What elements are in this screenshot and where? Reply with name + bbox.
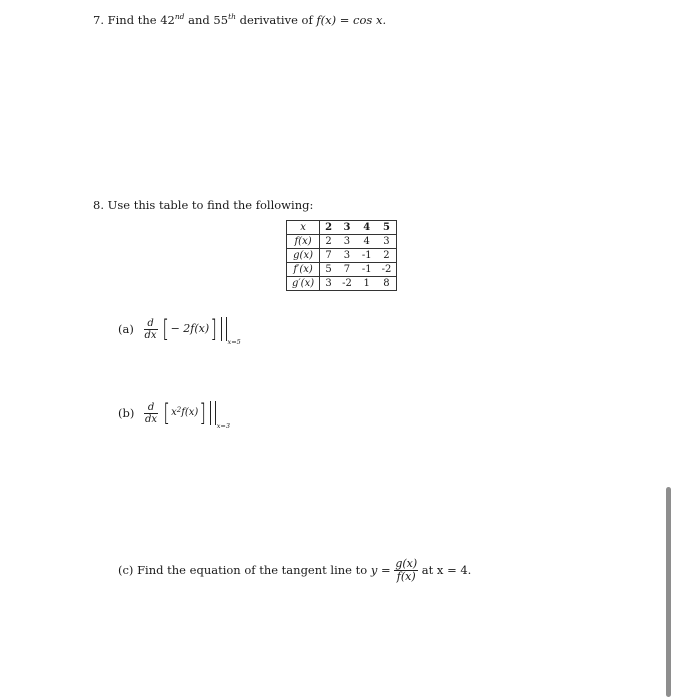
question-7-number: 7. xyxy=(93,12,104,27)
part-b-right-bracket: ] xyxy=(199,399,207,427)
table-row xyxy=(287,277,397,291)
question-7-sup-nd: nd xyxy=(174,12,185,21)
table-header-cell: 3 xyxy=(337,221,357,235)
question-7-and: and 55 xyxy=(184,12,229,27)
question-8 xyxy=(93,198,313,212)
table-cell: 4 xyxy=(357,235,377,249)
question-7 xyxy=(93,12,386,27)
table-cell: 7 xyxy=(337,263,357,277)
part-a-eval-bar xyxy=(221,317,227,341)
question-7-sup-th: th xyxy=(228,12,236,21)
part-a-d-den: dx xyxy=(144,329,157,341)
part-b-left-bracket: [ xyxy=(163,399,170,427)
table-cell: 8 xyxy=(377,277,397,291)
part-a-expression: − 2f(x) xyxy=(170,322,210,335)
part-a-left-bracket: [ xyxy=(162,315,170,343)
part-b-expression: f(x) xyxy=(181,407,199,418)
part-b-eval-bar xyxy=(210,401,216,425)
table-cell: 3 xyxy=(337,235,357,249)
vertical-scrollbar[interactable] xyxy=(666,487,671,697)
table-row xyxy=(287,235,397,249)
part-a-label: (a) xyxy=(118,322,134,336)
table-cell: 3 xyxy=(320,277,337,291)
table-cell: 1 xyxy=(357,277,377,291)
part-b-label: (b) xyxy=(118,406,135,420)
table-row-label: f′(x) xyxy=(287,263,320,277)
question-8-number: 8. xyxy=(93,198,104,212)
question-7-tail: derivative of xyxy=(235,12,317,27)
part-b xyxy=(118,398,230,438)
table-cell: 3 xyxy=(337,249,357,263)
part-c-fraction xyxy=(394,558,418,583)
question-7-function: f(x) = cos x. xyxy=(316,12,387,27)
table-row-label: g′(x) xyxy=(287,277,320,291)
table-cell: -1 xyxy=(357,249,377,263)
part-a-d-num: d xyxy=(144,318,158,330)
part-b-d-num: d xyxy=(144,402,158,414)
part-c-denominator: f(x) xyxy=(396,569,416,583)
table-cell: -2 xyxy=(337,277,357,291)
part-c-tail: at x = 4. xyxy=(421,563,472,577)
part-c xyxy=(118,556,471,583)
table-cell: -1 xyxy=(357,263,377,277)
table-cell: 2 xyxy=(377,249,397,263)
table-cell: -2 xyxy=(377,263,397,277)
part-c-numerator: g(x) xyxy=(395,556,418,570)
table-cell: 7 xyxy=(320,249,337,263)
table-cell: 2 xyxy=(320,235,337,249)
question-8-text: Use this table to find the following: xyxy=(107,198,314,212)
part-b-exponent: 2 xyxy=(176,406,182,414)
table-cell: 3 xyxy=(377,235,397,249)
table-cell: 5 xyxy=(320,263,337,277)
part-b-eval-point: x=3 xyxy=(216,422,230,430)
table-header-cell: 5 xyxy=(377,221,397,235)
table-row-label: f(x) xyxy=(287,235,320,249)
part-a-right-bracket: ] xyxy=(210,315,218,343)
table-header-row xyxy=(287,221,397,235)
part-a xyxy=(118,316,241,354)
part-a-derivative xyxy=(144,318,158,341)
part-c-label: (c) xyxy=(118,563,134,577)
table-header-cell: 4 xyxy=(357,221,377,235)
table-row xyxy=(287,249,397,263)
table-row xyxy=(287,263,397,277)
table-header-cell: x xyxy=(287,221,320,235)
value-table-wrapper xyxy=(286,220,397,291)
table-header-cell: 2 xyxy=(320,221,337,235)
part-b-derivative xyxy=(144,402,158,425)
part-b-d-den: dx xyxy=(145,413,158,425)
value-table xyxy=(286,220,397,291)
part-b-base: x xyxy=(171,407,177,418)
part-c-y-equals: y = xyxy=(370,563,391,577)
table-row-label: g(x) xyxy=(287,249,320,263)
question-7-text: Find the 42 xyxy=(107,12,175,27)
part-a-eval-point: x=5 xyxy=(227,338,241,346)
part-c-text: Find the equation of the tangent line to xyxy=(137,563,371,577)
